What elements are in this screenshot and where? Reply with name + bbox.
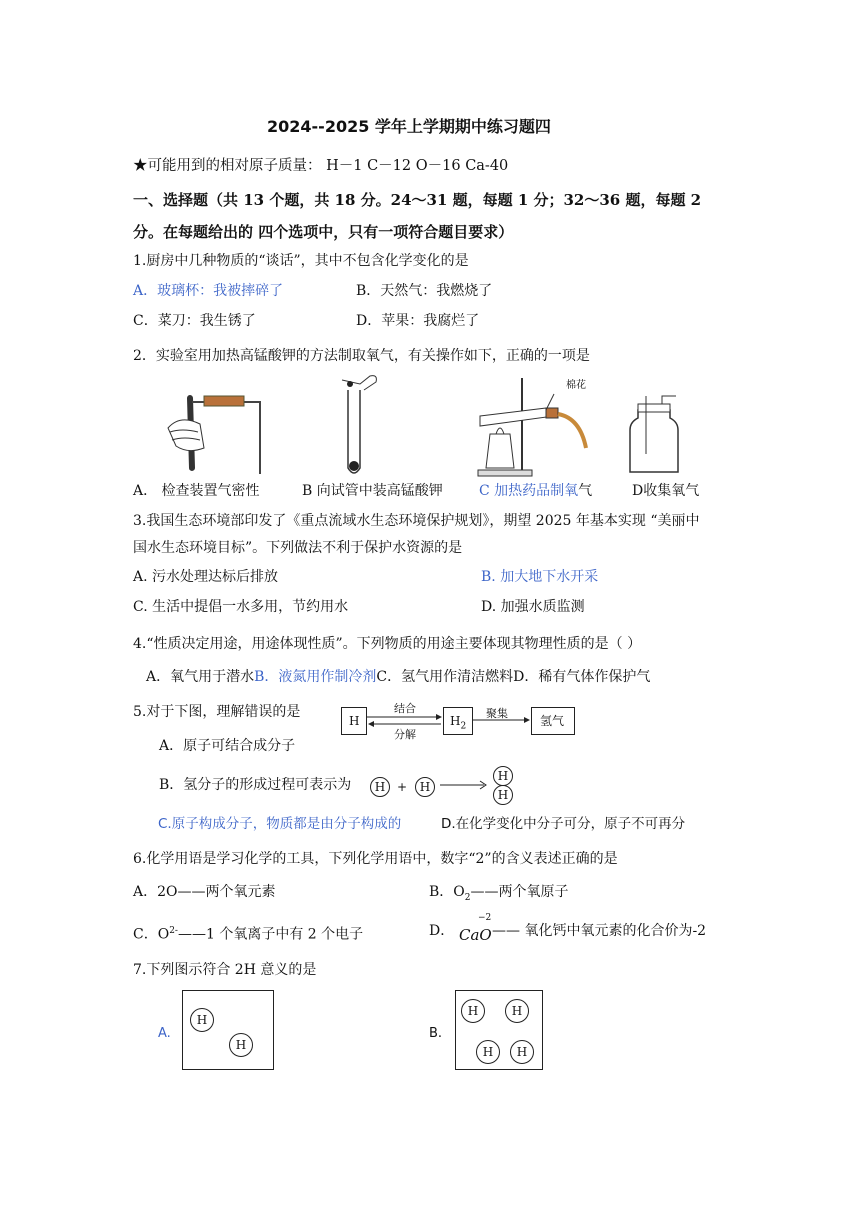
plus-sign: + (397, 780, 408, 794)
h-atom-circle: H (229, 1033, 253, 1057)
atomic-mass-line: ★可能用到的相对原子质量： H－1 C－12 O－16 Ca-40 (133, 158, 509, 174)
q6-option-d-pre: D． (429, 923, 455, 939)
q2-option-c-text: C 加热药品制氧 (479, 483, 579, 499)
page-title: 2024--2025 学年上学期期中练习题四 (267, 117, 551, 136)
formation-arrow (440, 778, 488, 792)
diagram-combine-label: 结合 (394, 702, 416, 715)
q3-stem-line1: 3.我国生态环境部印发了《重点流域水生态环境保护规划》，期望 2025 年基本实现 “美丽中 (133, 513, 700, 529)
h-atom-circle: H (370, 777, 390, 797)
q1-option-a: A．玻璃杯：我被摔碎了 (133, 283, 284, 299)
q6-c-sup: 2- (169, 926, 178, 936)
q6-c-pre: C．O (133, 926, 170, 943)
diagram-decompose-label: 分解 (394, 728, 416, 741)
q7-stem: 7.下列图示符合 2H 意义的是 (133, 962, 317, 978)
q1-option-b: B．天然气：我燃烧了 (356, 283, 493, 299)
q1-stem: 1.厨房中几种物质的“谈话”，其中不包含化学变化的是 (133, 253, 469, 269)
q2-option-c (479, 482, 592, 500)
section1-line1: 一、选择题（共 13 个题，共 18 分。24～31 题，每题 1 分；32～36 题，每题 2 (133, 191, 702, 209)
airtightness-check-image (160, 388, 272, 474)
h-atom-circle: H (415, 777, 435, 797)
q4-options (146, 668, 650, 686)
section1-line2: 分。在每题给出的 四个选项中，只有一项符合题目要求） (133, 223, 514, 241)
q6-stem: 6.化学用语是学习化学的工具，下列化学用语中，数字“2”的含义表述正确的是 (133, 851, 618, 867)
q3-option-b: B. 加大地下水开采 (481, 569, 599, 585)
q6-option-d-formula: CaO (459, 926, 492, 944)
q2-stem: 2．实验室用加热高锰酸钾的方法制取氧气，有关操作如下，正确的一项是 (133, 348, 590, 364)
h-atom-circle: H (510, 1040, 534, 1064)
q3-option-c: C. 生活中提倡一水多用，节约用水 (133, 599, 349, 615)
q7-option-a-label: A. (158, 1026, 171, 1041)
q2-option-d: D收集氧气 (632, 483, 700, 499)
q5-option-a: A．原子可结合成分子 (159, 738, 296, 754)
q4-option-c: C．氢气用作清洁燃料 (376, 669, 514, 685)
q2-option-a: A． 检查装置气密性 (133, 483, 260, 499)
q6-option-c (133, 922, 363, 944)
q5-stem: 5.对于下图，理解错误的是 (133, 704, 301, 720)
h-atom-circle: H (505, 999, 529, 1023)
q3-stem-line2: 国水生态环境目标”。下列做法不利于保护水资源的是 (133, 540, 463, 556)
diagram-gas-box (531, 707, 575, 735)
q3-option-a: A. 污水处理达标后排放 (133, 569, 279, 585)
diagram-h-label: H (349, 714, 360, 728)
q6-option-a: A．2O——两个氧元素 (133, 884, 276, 900)
q1-option-d: D．苹果：我腐烂了 (356, 313, 480, 329)
h-atom-circle: H (476, 1040, 500, 1064)
diagram-gather-label: 聚集 (486, 707, 508, 720)
heating-apparatus-image (470, 374, 620, 478)
q4-stem: 4.“性质决定用途，用途体现性质”。下列物质的用途主要体现其物理性质的是（ ） (133, 636, 642, 652)
q6-b-sub: 2 (464, 892, 471, 903)
q5-option-d: D.在化学变化中分子可分，原子不可再分 (441, 816, 686, 832)
q4-option-a: A．氧气用于潜水 (146, 669, 255, 685)
h-atom-circle: H (493, 766, 513, 786)
q6-c-post: ——1 个氧离子中有 2 个电子 (177, 926, 364, 943)
q6-b-post: ——两个氧原子 (470, 884, 569, 900)
cotton-label: 棉花 (566, 380, 586, 391)
diagram-h2-subscript: 2 (460, 721, 467, 732)
h-atom-circle: H (190, 1008, 214, 1032)
q1-option-c: C．菜刀：我生锈了 (133, 313, 256, 329)
diagram-gas-label: 氢气 (540, 714, 565, 728)
q7-option-b-label: B. (429, 1026, 443, 1041)
q5-option-b: B．氢分子的形成过程可表示为 (159, 777, 352, 793)
q5-option-c: C.原子构成分子，物质都是由分子构成的 (158, 816, 402, 832)
q3-option-d: D. 加强水质监测 (481, 599, 585, 615)
q4-option-d: D．稀有气体作保护气 (513, 669, 651, 685)
h-atom-circle: H (461, 999, 485, 1023)
q2-option-b: B 向试管中装高锰酸钾 (302, 483, 443, 499)
q6-option-d-charge: −2 (478, 913, 492, 923)
diagram-h-box (341, 707, 367, 735)
test-tube-loading-image (320, 370, 380, 476)
q4-option-b: B．液氮用作制冷剂 (254, 669, 377, 685)
h-atom-circle: H (493, 785, 513, 805)
q2-option-c-tail: 气 (578, 483, 593, 499)
q6-option-d-post: —— 氧化钙中氧元素的化合价为-2 (492, 923, 707, 939)
diagram-arrows (365, 700, 535, 740)
q6-option-b (429, 883, 569, 907)
q6-b-pre: B．O (429, 884, 465, 900)
diagram-h2-symbol: H (450, 714, 461, 728)
gas-collection-bottle-image (624, 394, 684, 476)
